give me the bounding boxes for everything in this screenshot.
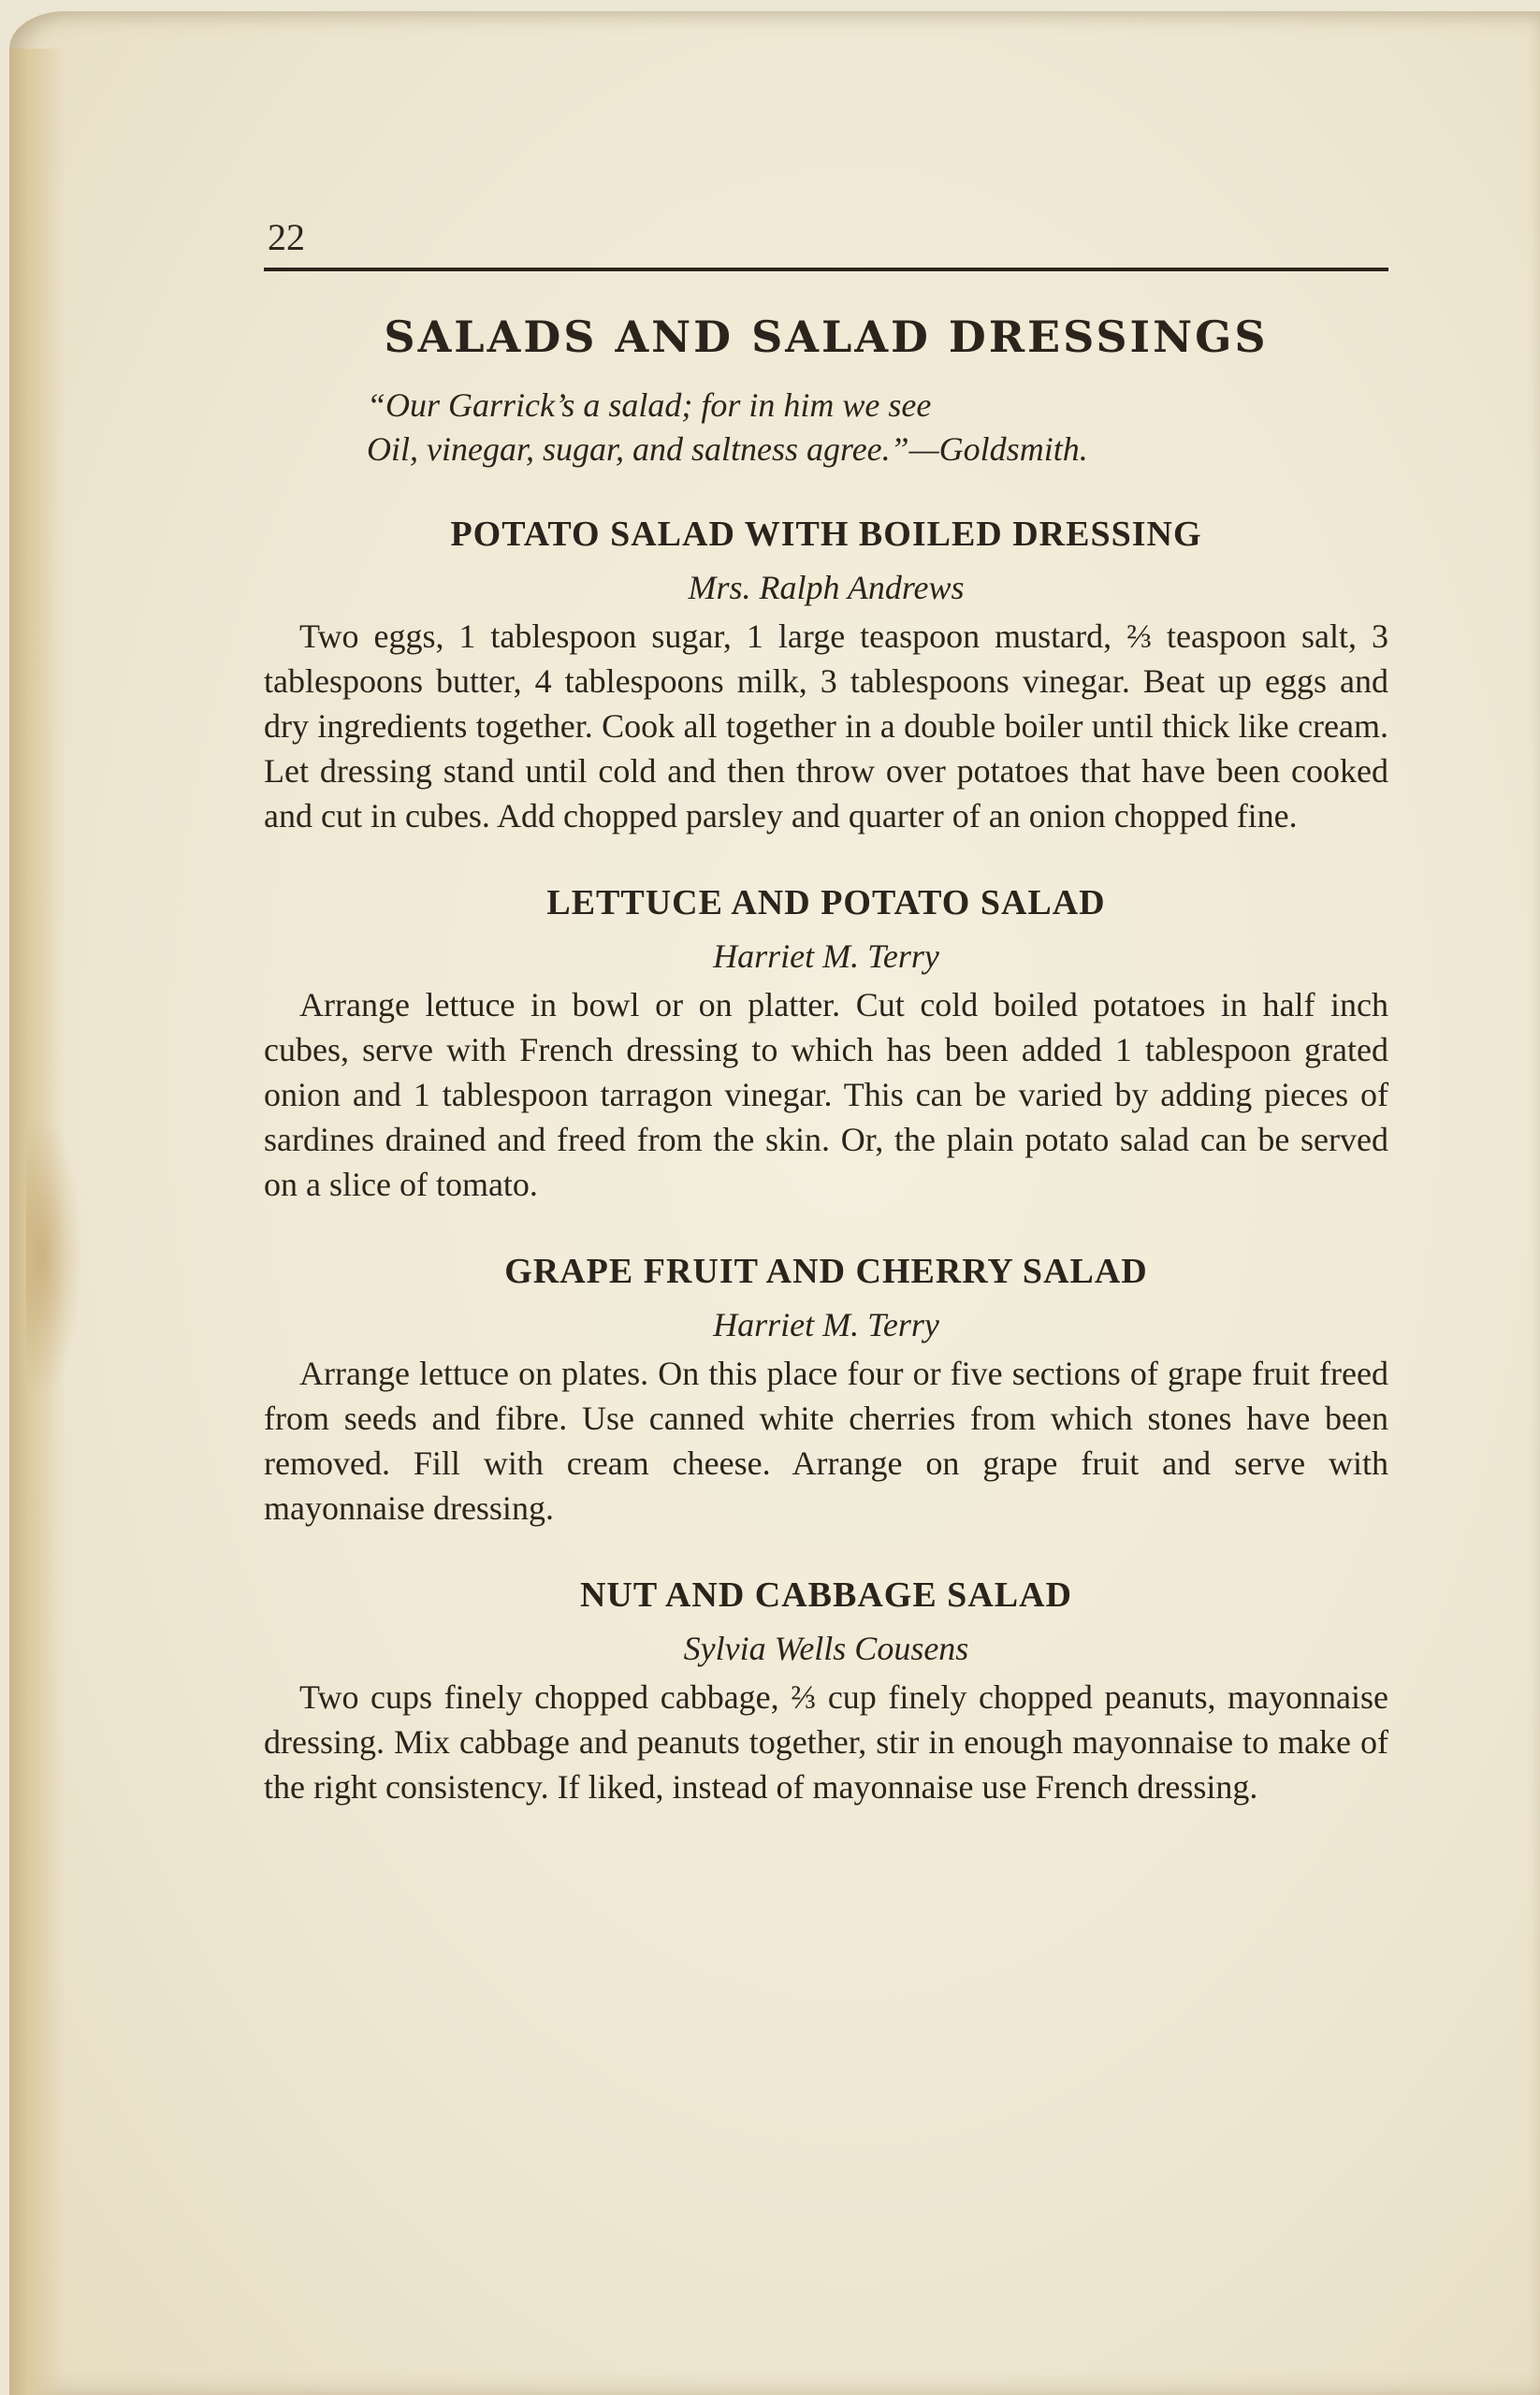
recipe-body: Two eggs, 1 tablespoon sugar, 1 large teaspoon mustard, ⅔ teaspoon salt, 3 tablespoons butter, 4 tablespoons milk, 3 tablespoons vinegar. Beat up eggs and dry ingredients together. Cook all together in a double boiler until thick like cream. Let dressing stand until cold and then throw over potatoes that have been cooked and cut in cubes. Add chopped parsley and quarter of an onion chopped fine. [264, 617, 1388, 835]
recipe-grape-fruit-cherry-salad [264, 1248, 1388, 1531]
recipe-author: Harriet M. Terry [713, 937, 939, 975]
recipe-body: Arrange lettuce in bowl or on platter. Cut cold boiled potatoes in half inch cubes, serve with French dressing to which has been added 1 tablespoon grated onion and 1 tablespoon tarragon vinegar. This can be varied by adding pieces of sardines drained and freed from the skin. Or, the plain potato salad can be served on a slice of tomato. [264, 986, 1388, 1203]
header-rule [264, 268, 1388, 271]
recipe-author: Harriet M. Terry [713, 1306, 939, 1343]
page-number: 22 [268, 216, 305, 258]
recipe-title: GRAPE FRUIT AND CHERRY SALAD [504, 1252, 1148, 1291]
page-content [264, 217, 1388, 1851]
recipe-title: LETTUCE AND POTATO SALAD [546, 883, 1106, 922]
recipe-author: Sylvia Wells Cousens [683, 1630, 969, 1667]
recipe-potato-salad-boiled-dressing [264, 511, 1388, 838]
recipe-body: Arrange lettuce on plates. On this place four or five sections of grape fruit freed from seeds and fibre. Use canned white cherries from which stones have been removed. Fill with cream cheese. Arrange on grape fruit and serve with mayonnaise dressing. [264, 1355, 1388, 1527]
chapter-title: SALADS AND SALAD DRESSINGS [384, 312, 1269, 362]
recipe-title: POTATO SALAD WITH BOILED DRESSING [450, 515, 1202, 554]
epigraph [367, 384, 1388, 472]
recipe-body: Two cups finely chopped cabbage, ⅔ cup finely chopped peanuts, mayonnaise dressing. Mix cabbage and peanuts together, stir in enough mayonnaise to make of the right consistency. If liked, instead of mayonnaise use French dressing. [264, 1678, 1388, 1806]
recipe-nut-cabbage-salad [264, 1572, 1388, 1809]
recipe-author: Mrs. Ralph Andrews [688, 569, 965, 606]
recipe-title: NUT AND CABBAGE SALAD [579, 1575, 1072, 1615]
paper-stain [26, 1115, 82, 1396]
epigraph-line: “Our Garrick’s a salad; for in him we see [367, 386, 932, 424]
epigraph-line: Oil, vinegar, sugar, and saltness agree.”—Goldsmith. [367, 430, 1088, 468]
recipe-lettuce-potato-salad [264, 879, 1388, 1207]
